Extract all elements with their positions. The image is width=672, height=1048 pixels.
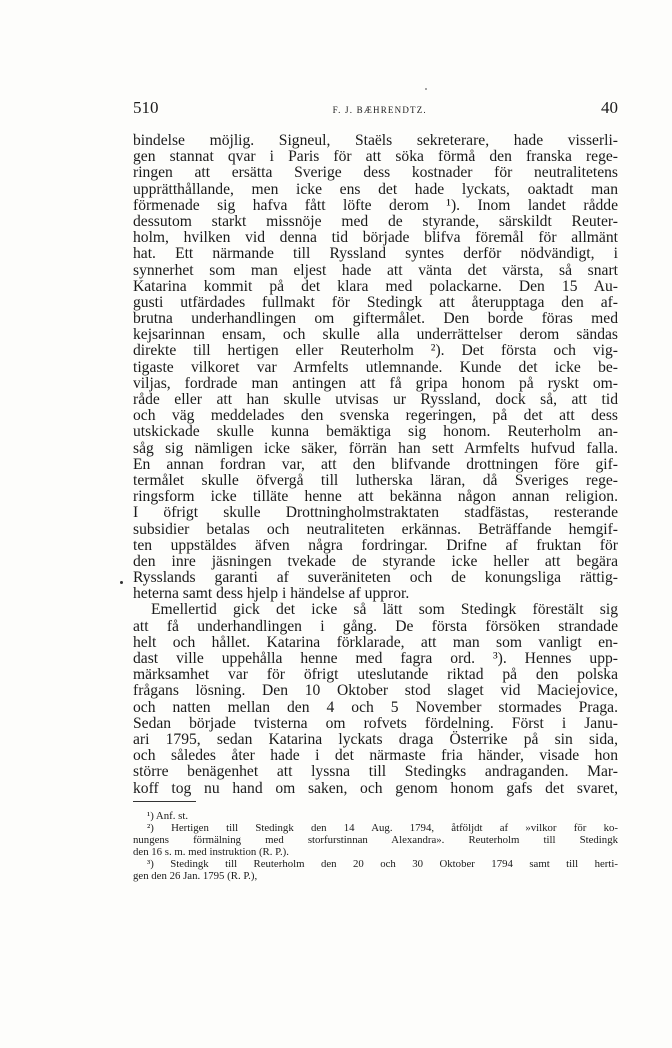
footnote-divider	[133, 801, 196, 802]
text-line: ten uppstäldes äfven några fordringar. Drifne af fruktan för	[133, 536, 618, 554]
running-head: F. J. BÆHRENDTZ.	[332, 105, 427, 115]
text-line: den inre jäsningen tvekade de styrande icke heller att begära	[133, 552, 618, 570]
text-line: upprätthållande, men icke ens det hade lyckats, oaktadt man	[133, 180, 618, 198]
footnotes	[133, 810, 618, 882]
text-line: dast ville uppehålla henne med fagra ord. ³). Hennes upp-	[133, 650, 618, 667]
text-line: holm, hvilken vid denna tid började blifva föremål för allmänt	[133, 229, 618, 247]
text-line: direkte till hertigen eller Reuterholm ²). Det första och vig-	[133, 342, 618, 360]
footnote-line: nungens förmälning med storfurstinnan Alexandra». Reuterholm till Stedingk	[133, 833, 618, 846]
text-line: såg sig nämligen icke säker, förrän han sett Armfelts hufvud falla.	[133, 439, 618, 457]
footnote-1: ¹) Anf. st.	[147, 809, 189, 822]
text-line: brutna underhandlingen om giftermålet. Den borde föras med	[133, 310, 618, 328]
text-line: koff tog nu hand om saken, och genom honom gafs det svaret,	[133, 779, 618, 797]
text-line: ringen att ersätta Sverige dess kostnader för neutralitetens	[133, 164, 618, 182]
text-line: En annan fordran var, att den blifvande drottningen före gif-	[133, 455, 618, 473]
paragraph-start-line: Emellertid gick det icke så lätt som Stedingk förestält sig	[151, 601, 618, 619]
text-line: råde eller att han skulle utvisas ur Ryssland, dock så, att tid	[133, 391, 618, 408]
text-line: förmenade sig hafva fått löfte derom ¹). Inom landet rådde	[133, 196, 618, 214]
book-page	[133, 98, 618, 882]
text-line: bindelse möjlig. Signeul, Staëls sekreterare, hade visserli-	[133, 132, 618, 149]
text-line: och således åter hade i det närmaste fria händer, visade hon	[133, 747, 618, 765]
footnote-line: gen den 26 Jan. 1795 (R. P.),	[133, 869, 258, 882]
text-line: viljas, fordrade man antingen att få gripa honom på ryskt om-	[133, 374, 618, 392]
margin-dot	[120, 581, 123, 584]
page-number: 510	[133, 98, 159, 117]
body-text	[133, 133, 618, 797]
text-line: termålet skulle öfvergå till lutherska läran, då Sveriges rege-	[133, 471, 618, 489]
print-speck	[425, 88, 427, 90]
text-line: tigaste vilkoret var Armfelts utlemnande. Kunde det icke be-	[133, 358, 618, 376]
text-line: ari 1795, sedan Katarina lyckats draga Österrike på sin sida,	[133, 730, 618, 748]
text-line: Rysslands garanti af suveräniteten och de konungsliga rättig-	[133, 569, 618, 587]
footnote-2: ²) Hertigen till Stedingk den 14 Aug. 1794, åtföljdt af »vilkor för ko-	[147, 821, 618, 834]
paragraph-end-line: heterna samt dess hjelp i händelse af uppror.	[133, 585, 410, 603]
text-line: och natten mellan den 4 och 5 November stormades Praga.	[133, 698, 618, 716]
text-line: helt och hållet. Katarina förklarade, att man som vanligt en-	[133, 633, 618, 651]
text-line: märksamhet var för öfrigt uteslutande riktad på den polska	[133, 666, 618, 684]
text-line: Katarina kommit på det klara med polackarne. Den 15 Au-	[133, 277, 618, 295]
text-line: Sedan började tvisterna om rofvets fördelning. Först i Janu-	[133, 714, 618, 732]
footnote-line: den 16 s. m. med instruktion (R. P.).	[133, 845, 289, 858]
text-line: dessutom starkt missnöje med de styrande, särskildt Reuter-	[133, 212, 618, 230]
page-header	[133, 98, 618, 124]
text-line: I öfrigt skulle Drottningholmstraktaten stadfästas, resterande	[133, 504, 618, 522]
footnote-3: ³) Stedingk till Reuterholm den 20 och 30 Oktober 1794 samt till herti-	[147, 857, 618, 870]
text-line: frågans lösning. Den 10 Oktober stod slaget vid Maciejovice,	[133, 682, 618, 700]
text-line: gen stannat qvar i Paris för att söka förmå den franska rege-	[133, 148, 618, 166]
text-line: hat. Ett närmande till Ryssland syntes derför nödvändigt, i	[133, 245, 618, 263]
text-line: synnerhet som man eljest hade att vänta det värsta, så snart	[133, 261, 618, 279]
signature-number: 40	[601, 98, 618, 117]
text-line: större benägenhet att lyssna till Stedingks andraganden. Mar-	[133, 763, 618, 781]
text-line: ringsform icke tilläte henne att bekänna någon annan religion.	[133, 488, 618, 506]
text-line: gusti utfärdades fullmakt för Stedingk att återupptaga den af-	[133, 293, 618, 311]
text-line: kejsarinnan ensam, och skulle alla underrättelser derom sändas	[133, 326, 618, 344]
text-line: utskickade skulle kunna bemäktiga sig honom. Reuterholm an-	[133, 423, 618, 441]
text-line: att få underhandlingen i gång. De första försöken strandade	[133, 617, 618, 635]
text-line: subsidier betalas och neutraliteten erkännas. Beträffande hemgif-	[133, 520, 618, 538]
text-line: och väg meddelades den svenska regeringen, på det att dess	[133, 407, 618, 425]
